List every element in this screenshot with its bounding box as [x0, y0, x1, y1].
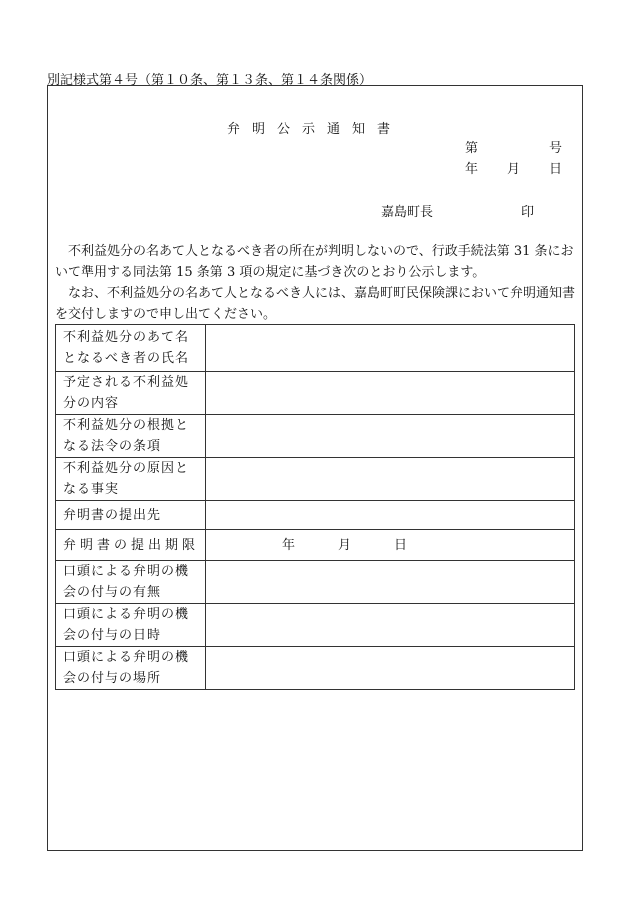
table-row	[56, 325, 575, 372]
deadline-month-label: 月	[338, 537, 352, 553]
row-label-recipient-name: 不利益処分のあて名となるべき者の氏名	[56, 325, 206, 372]
row-value-oral-hearing-availability	[206, 561, 575, 604]
row-label-oral-hearing-availability: 口頭による弁明の機会の付与の有無	[56, 561, 206, 604]
issuer-name: 嘉島町長	[381, 205, 434, 220]
row-label-oral-hearing-datetime: 口頭による弁明の機会の付与の日時	[56, 604, 206, 647]
notice-paragraph-1: 不利益処分の名あて人となるべき者の所在が判明しないので、行政手続法第 31 条において準用する同法第 15 条第 3 項の規定に基づき次のとおり公示します。	[55, 244, 574, 280]
number-suffix: 号	[549, 141, 563, 156]
table-row	[56, 415, 575, 458]
table-row	[56, 530, 575, 561]
number-prefix: 第	[465, 141, 479, 156]
row-value-legal-basis	[206, 415, 575, 458]
row-value-cause-facts	[206, 458, 575, 501]
row-value-disposition-content	[206, 372, 575, 415]
deadline-day-label: 日	[394, 537, 408, 553]
table-row	[56, 501, 575, 530]
row-value-oral-hearing-location	[206, 647, 575, 690]
row-value-recipient-name	[206, 325, 575, 372]
row-value-oral-hearing-datetime	[206, 604, 575, 647]
row-label-submission-deadline: 弁明書の提出期限	[56, 530, 206, 561]
table-row	[56, 604, 575, 647]
row-label-submission-destination: 弁明書の提出先	[56, 501, 206, 530]
row-value-submission-destination	[206, 501, 575, 530]
table-row	[56, 647, 575, 690]
deadline-year-label: 年	[282, 537, 296, 553]
notice-paragraph-2: なお、不利益処分の名あて人となるべき人には、嘉島町町民保険課において弁明通知書を交付しますので申し出てください。	[55, 286, 576, 322]
row-label-oral-hearing-location: 口頭による弁明の機会の付与の場所	[56, 647, 206, 690]
row-label-legal-basis: 不利益処分の根拠となる法令の条項	[56, 415, 206, 458]
notice-details-table	[55, 324, 575, 690]
form-number-label: 別記様式第４号（第１０条、第１３条、第１４条関係）	[47, 73, 373, 88]
seal-mark: 印	[521, 205, 535, 220]
row-label-cause-facts: 不利益処分の原因となる事実	[56, 458, 206, 501]
table-row	[56, 372, 575, 415]
row-label-disposition-content: 予定される不利益処分の内容	[56, 372, 206, 415]
document-title: 弁明公示通知書	[227, 122, 403, 137]
date-year-label: 年	[465, 162, 479, 177]
date-month-label: 月	[507, 162, 521, 177]
date-day-label: 日	[549, 162, 563, 177]
table-row	[56, 458, 575, 501]
row-value-submission-deadline	[206, 530, 575, 561]
table-row	[56, 561, 575, 604]
